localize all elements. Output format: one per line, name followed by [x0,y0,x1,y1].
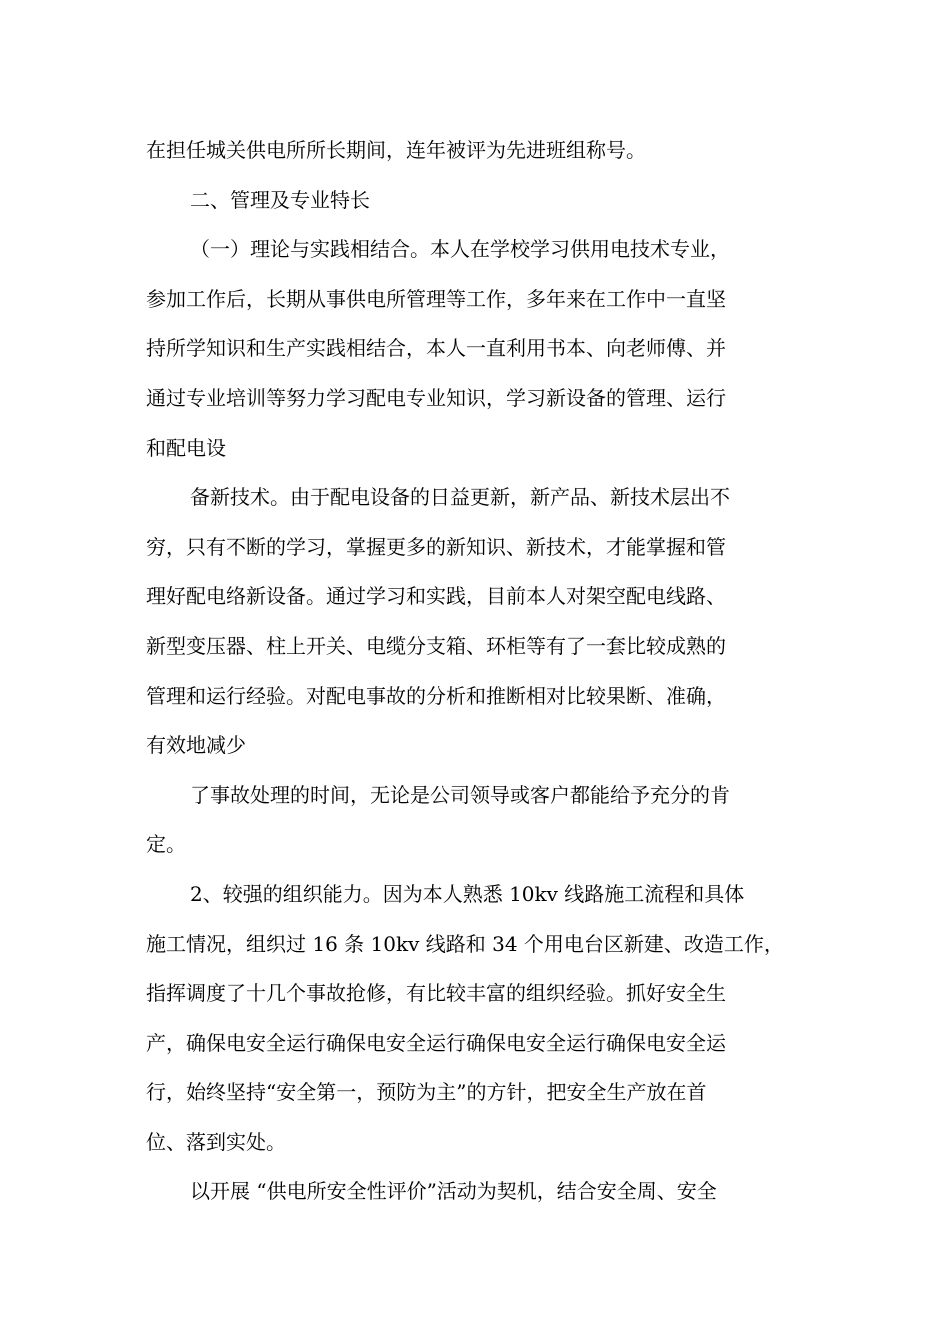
text-line: 了事故处理的时间，无论是公司领导或客户都能给予充分的肯 [190,782,730,807]
text-line: 位、落到实处。 [146,1129,286,1154]
text-line: 参加工作后，长期从事供电所管理等工作，多年来在工作中一直坚 [146,286,726,311]
text-line: 管理和运行经验。对配电事故的分析和推断相对比较果断、准确， [146,683,726,708]
text-line: 以开展 “供电所安全性评价”活动为契机，结合安全周、安全 [190,1179,717,1204]
text-line: 二、管理及专业特长 [190,187,370,212]
text-line: 持所学知识和生产实践相结合，本人一直利用书本、向老师傅、并 [146,336,726,361]
text-line: 和配电设 [146,435,226,460]
text-line: 指挥调度了十几个事故抢修，有比较丰富的组织经验。抓好安全生 [146,981,726,1006]
text-line: 新型变压器、柱上开关、电缆分支箱、环柜等有了一套比较成熟的 [146,633,726,658]
text-line: 备新技术。由于配电设备的日益更新，新产品、新技术层出不 [190,485,730,510]
text-line: 2、较强的组织能力。因为本人熟悉 10kv 线路施工流程和具体 [190,881,745,906]
text-line: （一）理论与实践相结合。本人在学校学习供用电技术专业， [190,237,730,262]
text-line: 有效地减少 [146,733,246,758]
text-line: 产，确保电安全运行确保电安全运行确保电安全运行确保电安全运 [146,1030,726,1055]
text-line: 施工情况，组织过 16 条 10kv 线路和 34 个用电台区新建、改造工作， [146,931,784,956]
text-line: 通过专业培训等努力学习配电专业知识，学习新设备的管理、运行 [146,385,726,410]
text-line: 穷，只有不断的学习，掌握更多的新知识、新技术，才能掌握和管 [146,534,726,559]
text-line: 在担任城关供电所所长期间，连年被评为先进班组称号。 [146,138,646,162]
document-body [146,126,810,1217]
text-line: 定。 [146,832,186,857]
text-line: 理好配电络新设备。通过学习和实践，目前本人对架空配电线路、 [146,584,726,609]
text-line: 行，始终坚持“安全第一，预防为主”的方针，把安全生产放在首 [146,1080,707,1105]
